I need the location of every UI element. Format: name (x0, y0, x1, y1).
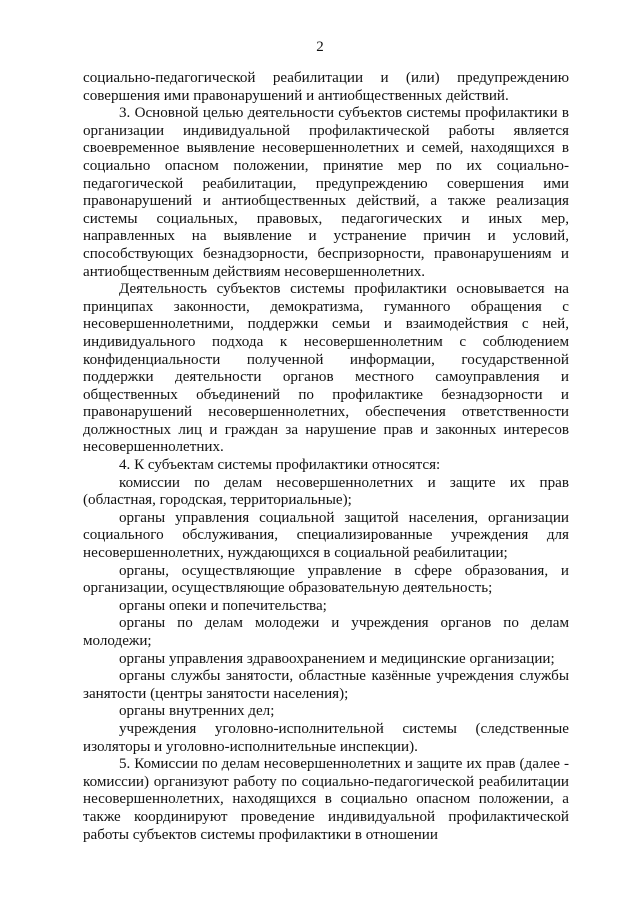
list-item: органы внутренних дел; (119, 703, 275, 720)
paragraph-principles: Деятельность субъектов системы профилактики основывается на принципах законности, демократизма, гуманного обращения с несовершеннолетними, поддержки семьи и взаимодействия с ней, индивидуального подхода к несовершеннолетним с соблюдением конфиденциальности полученной информации, государственной поддержки деятельности органов местного самоуправления и общественных объединений по профилактике безнадзорности и правонарушений несовершеннолетних, обеспечения ответственности должностных лиц и граждан за нарушение прав и законных интересов несовершеннолетних. (83, 281, 569, 456)
list-item: органы, осуществляющие управление в сфере образования, и организации, осуществляющие образовательную деятельность; (83, 562, 569, 597)
list-item: учреждения уголовно-исполнительной системы (следственные изоляторы и уголовно-исполнительные инспекции). (83, 720, 569, 755)
list-item: органы опеки и попечительства; (119, 597, 327, 614)
paragraph-3-main-goal: 3. Основной целью деятельности субъектов системы профилактики в организации индивидуальной профилактической работы является своевременное выявление несовершеннолетних и семей, находящихся в социально опасном положении, принятие мер по их социально-педагогической реабилитации, предупреждению совершения ими правонарушений и антиобщественных действий, а также реализация системы социальных, правовых, педагогических и иных мер, направленных на выявление и устранение причин и условий, способствующих безнадзорности, беспризорности, правонарушениям и антиобщественным действиям несовершеннолетних. (83, 105, 569, 280)
list-item: органы по делам молодежи и учреждения органов по делам молодежи; (83, 615, 569, 649)
paragraph-5-commissions: 5. Комиссии по делам несовершеннолетних и защите их прав (далее - комиссии) организуют работу по социально-педагогической реабилитации несовершеннолетних, находящихся в социально опасном положении, а также координируют проведение индивидуальной профилактической работы субъектов системы профилактики в отношении (83, 756, 569, 843)
paragraph-4-heading: 4. К субъектам системы профилактики относятся: (119, 457, 441, 474)
list-item: органы службы занятости, областные казённые учреждения службы занятости (центры занятости населения); (83, 668, 569, 702)
list-item: органы управления здравоохранением и медицинские организации; (119, 650, 555, 667)
list-item: органы управления социальной защитой населения, организации социального обслуживания, специализированные учреждения для несовершеннолетних, нуждающихся в социальной реабилитации; (83, 509, 569, 562)
list-item: комиссии по делам несовершеннолетних и защите их прав (областная, городская, территориальные); (83, 474, 569, 509)
document-body (83, 70, 569, 844)
page-number: 2 (316, 39, 324, 55)
paragraph-continuation: социально-педагогической реабилитации и (или) предупреждению совершения ими правонарушений и антиобщественных действий. (83, 70, 569, 104)
subjects-list (83, 475, 569, 757)
